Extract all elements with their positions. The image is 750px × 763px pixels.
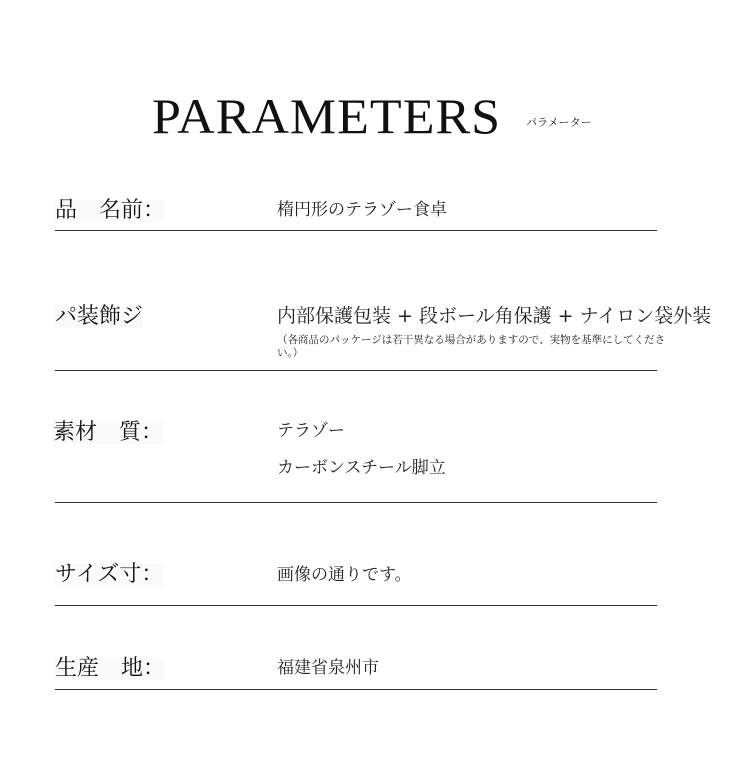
value-material-1: テラゾー — [277, 421, 345, 441]
page-title: PARAMETERS — [152, 90, 502, 145]
value-packaging: 内部保護包装 + 段ボール角保護 + ナイロン袋外装 — [277, 305, 712, 327]
label-material: 素材 質： — [53, 420, 164, 445]
divider — [55, 502, 657, 503]
value-material-2: カーボンスチール脚立 — [277, 458, 446, 478]
page-subtitle: パラメーター — [526, 116, 592, 129]
value-product-name: 楕円形のテラゾー食卓 — [277, 200, 447, 220]
divider — [55, 605, 657, 606]
divider — [55, 230, 657, 231]
label-product-name: 品 名前： — [55, 198, 166, 223]
label-size: サイズ寸： — [55, 562, 164, 587]
value-size: 画像の通りです。 — [277, 565, 412, 585]
label-packaging: パ装飾ジ — [55, 304, 144, 329]
packaging-note: （各商品のパッケージは若干異なる場合がありますので、実物を基準にしてください。） — [277, 334, 666, 360]
divider — [55, 689, 657, 690]
label-origin: 生産 地： — [55, 656, 166, 681]
value-origin: 福建省泉州市 — [277, 658, 379, 678]
divider — [55, 370, 657, 371]
